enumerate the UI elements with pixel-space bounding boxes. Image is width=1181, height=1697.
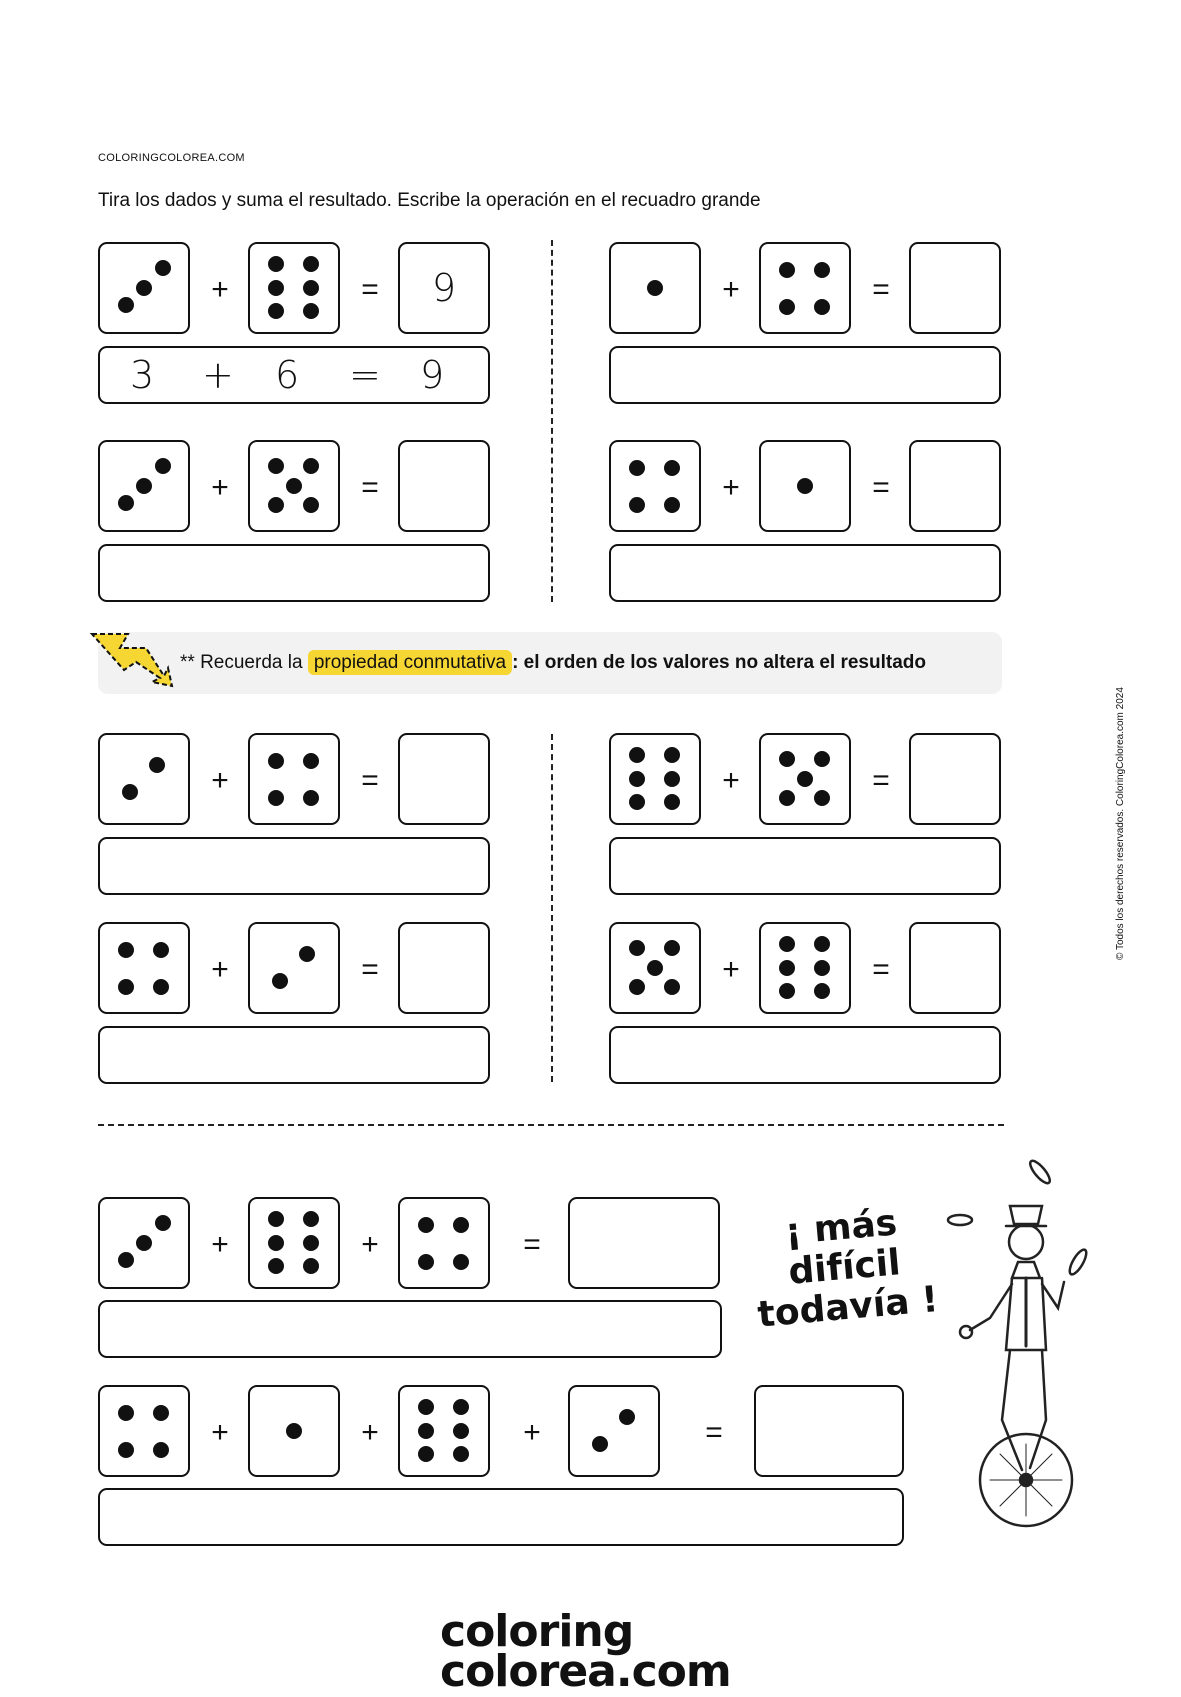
- section-divider: [98, 1124, 1004, 1126]
- die-pip: [453, 1254, 469, 1270]
- operation-box[interactable]: [98, 1488, 904, 1546]
- die-pip: [814, 936, 830, 952]
- die-pip: [814, 790, 830, 806]
- die-pip: [268, 1211, 284, 1227]
- tip-prefix: ** Recuerda la: [180, 652, 303, 673]
- harder-line-2: difícil: [786, 1242, 903, 1293]
- result-box[interactable]: [909, 440, 1001, 532]
- die-pip: [118, 942, 134, 958]
- logo-line-2: colorea.com: [440, 1646, 731, 1697]
- die-pip: [418, 1399, 434, 1415]
- plus-sign: +: [211, 1416, 229, 1449]
- die-pip: [303, 753, 319, 769]
- tip-highlight: propiedad conmutativa: [308, 650, 512, 675]
- copyright-text: © Todos los derechos reservados. ColoringColorea.com 2024: [1115, 687, 1126, 960]
- tip-suffix: : el orden de los valores no altera el resultado: [512, 652, 926, 673]
- equals-sign: =: [361, 953, 379, 986]
- example-token: =: [349, 353, 381, 397]
- die-face: [759, 440, 851, 532]
- die-face: [248, 1197, 340, 1289]
- die-pip: [814, 751, 830, 767]
- die-pip: [155, 260, 171, 276]
- die-pip: [814, 262, 830, 278]
- instruction-text: Tira los dados y suma el resultado. Escribe la operación en el recuadro grande: [98, 190, 761, 211]
- operation-box[interactable]: [609, 837, 1001, 895]
- equals-sign: =: [361, 273, 379, 306]
- die-pip: [453, 1399, 469, 1415]
- die-pip: [629, 794, 645, 810]
- column-divider-middle: [551, 734, 553, 1082]
- die-pip: [286, 478, 302, 494]
- die-face: [248, 733, 340, 825]
- die-pip: [268, 1258, 284, 1274]
- die-pip: [629, 940, 645, 956]
- plus-sign: +: [722, 273, 740, 306]
- plus-sign: +: [211, 471, 229, 504]
- die-face: [609, 242, 701, 334]
- die-face: [759, 242, 851, 334]
- result-box[interactable]: [568, 1197, 720, 1289]
- die-pip: [153, 942, 169, 958]
- plus-sign: +: [211, 953, 229, 986]
- die-pip: [136, 1235, 152, 1251]
- juggler-illustration: [930, 1150, 1100, 1540]
- die-pip: [797, 478, 813, 494]
- die-face: [98, 922, 190, 1014]
- equals-sign: =: [523, 1228, 541, 1261]
- die-pip: [629, 497, 645, 513]
- result-box[interactable]: [398, 733, 490, 825]
- tip-text: [180, 652, 926, 674]
- die-pip: [629, 747, 645, 763]
- die-pip: [303, 1235, 319, 1251]
- die-pip: [629, 771, 645, 787]
- die-pip: [303, 458, 319, 474]
- plus-sign: +: [361, 1416, 379, 1449]
- harder-caption: [749, 1200, 940, 1335]
- die-pip: [303, 497, 319, 513]
- die-pip: [303, 1258, 319, 1274]
- die-pip: [268, 497, 284, 513]
- die-pip: [303, 1211, 319, 1227]
- die-face: [248, 440, 340, 532]
- die-pip: [153, 1442, 169, 1458]
- die-pip: [453, 1446, 469, 1462]
- die-pip: [664, 747, 680, 763]
- die-pip: [779, 960, 795, 976]
- die-pip: [664, 794, 680, 810]
- plus-sign: +: [722, 764, 740, 797]
- equals-sign: =: [872, 764, 890, 797]
- operation-box[interactable]: [98, 346, 490, 404]
- equals-sign: =: [872, 273, 890, 306]
- example-token: +: [202, 353, 234, 397]
- die-pip: [155, 1215, 171, 1231]
- die-face: [98, 1197, 190, 1289]
- die-pip: [779, 262, 795, 278]
- die-pip: [779, 299, 795, 315]
- die-pip: [268, 256, 284, 272]
- die-pip: [268, 753, 284, 769]
- die-pip: [779, 790, 795, 806]
- die-pip: [629, 460, 645, 476]
- die-pip: [268, 303, 284, 319]
- die-pip: [286, 1423, 302, 1439]
- die-pip: [153, 1405, 169, 1421]
- die-face: [609, 922, 701, 1014]
- die-pip: [629, 979, 645, 995]
- footer-logo: [440, 1606, 731, 1697]
- harder-line-1: ¡ más: [783, 1202, 899, 1253]
- die-pip: [664, 771, 680, 787]
- die-pip: [299, 946, 315, 962]
- die-face: [248, 242, 340, 334]
- die-pip: [303, 790, 319, 806]
- result-box[interactable]: [398, 922, 490, 1014]
- equals-sign: =: [872, 953, 890, 986]
- operation-box[interactable]: [609, 1026, 1001, 1084]
- logo-line-1: coloring: [440, 1606, 634, 1657]
- operation-box[interactable]: [98, 1026, 490, 1084]
- die-pip: [453, 1217, 469, 1233]
- die-face: [398, 1385, 490, 1477]
- plus-sign: +: [211, 273, 229, 306]
- site-name: COLORINGCOLOREA.COM: [98, 152, 245, 164]
- plus-sign: +: [211, 764, 229, 797]
- die-pip: [779, 983, 795, 999]
- die-pip: [118, 1252, 134, 1268]
- die-pip: [153, 979, 169, 995]
- die-pip: [268, 280, 284, 296]
- die-pip: [268, 458, 284, 474]
- die-face: [248, 922, 340, 1014]
- die-pip: [664, 940, 680, 956]
- operation-box[interactable]: [98, 837, 490, 895]
- plus-sign: +: [523, 1416, 541, 1449]
- die-pip: [647, 280, 663, 296]
- die-pip: [664, 979, 680, 995]
- die-pip: [797, 771, 813, 787]
- die-pip: [814, 960, 830, 976]
- die-face: [609, 733, 701, 825]
- result-box[interactable]: [909, 242, 1001, 334]
- plus-sign: +: [722, 953, 740, 986]
- die-pip: [268, 1235, 284, 1251]
- equals-sign: =: [872, 471, 890, 504]
- die-pip: [272, 973, 288, 989]
- die-pip: [118, 1405, 134, 1421]
- lightning-icon: [84, 626, 178, 690]
- die-face: [759, 733, 851, 825]
- die-face: [568, 1385, 660, 1477]
- die-pip: [814, 299, 830, 315]
- die-pip: [303, 280, 319, 296]
- die-pip: [268, 790, 284, 806]
- result-box[interactable]: [754, 1385, 904, 1477]
- die-pip: [647, 960, 663, 976]
- die-pip: [418, 1446, 434, 1462]
- operation-box[interactable]: [98, 544, 490, 602]
- die-pip: [303, 256, 319, 272]
- column-divider-top: [551, 240, 553, 602]
- die-face: [609, 440, 701, 532]
- die-pip: [453, 1423, 469, 1439]
- die-pip: [418, 1217, 434, 1233]
- die-face: [248, 1385, 340, 1477]
- result-box[interactable]: [398, 440, 490, 532]
- die-pip: [118, 495, 134, 511]
- die-pip: [619, 1409, 635, 1425]
- die-face: [98, 242, 190, 334]
- die-pip: [303, 303, 319, 319]
- die-pip: [779, 751, 795, 767]
- die-pip: [122, 784, 138, 800]
- die-pip: [136, 478, 152, 494]
- die-face: [98, 440, 190, 532]
- die-pip: [592, 1436, 608, 1452]
- die-pip: [118, 297, 134, 313]
- die-pip: [136, 280, 152, 296]
- die-face: [398, 1197, 490, 1289]
- die-pip: [118, 979, 134, 995]
- plus-sign: +: [211, 1228, 229, 1261]
- equals-sign: =: [361, 764, 379, 797]
- example-token: 3: [130, 353, 155, 397]
- die-face: [98, 1385, 190, 1477]
- die-pip: [779, 936, 795, 952]
- equals-sign: =: [361, 471, 379, 504]
- die-pip: [118, 1442, 134, 1458]
- result-box[interactable]: [909, 922, 1001, 1014]
- die-face: [98, 733, 190, 825]
- die-pip: [155, 458, 171, 474]
- operation-box[interactable]: [98, 1300, 722, 1358]
- result-box[interactable]: [909, 733, 1001, 825]
- operation-box[interactable]: [609, 346, 1001, 404]
- harder-line-3: todavía !: [756, 1279, 940, 1336]
- plus-sign: +: [722, 471, 740, 504]
- result-box[interactable]: 9: [398, 242, 490, 334]
- die-pip: [814, 983, 830, 999]
- die-pip: [418, 1254, 434, 1270]
- operation-box[interactable]: [609, 544, 1001, 602]
- example-token: 6: [275, 353, 300, 397]
- plus-sign: +: [361, 1228, 379, 1261]
- equals-sign: =: [705, 1416, 723, 1449]
- die-pip: [418, 1423, 434, 1439]
- die-face: [759, 922, 851, 1014]
- die-pip: [664, 497, 680, 513]
- die-pip: [149, 757, 165, 773]
- die-pip: [664, 460, 680, 476]
- example-token: 9: [420, 353, 445, 397]
